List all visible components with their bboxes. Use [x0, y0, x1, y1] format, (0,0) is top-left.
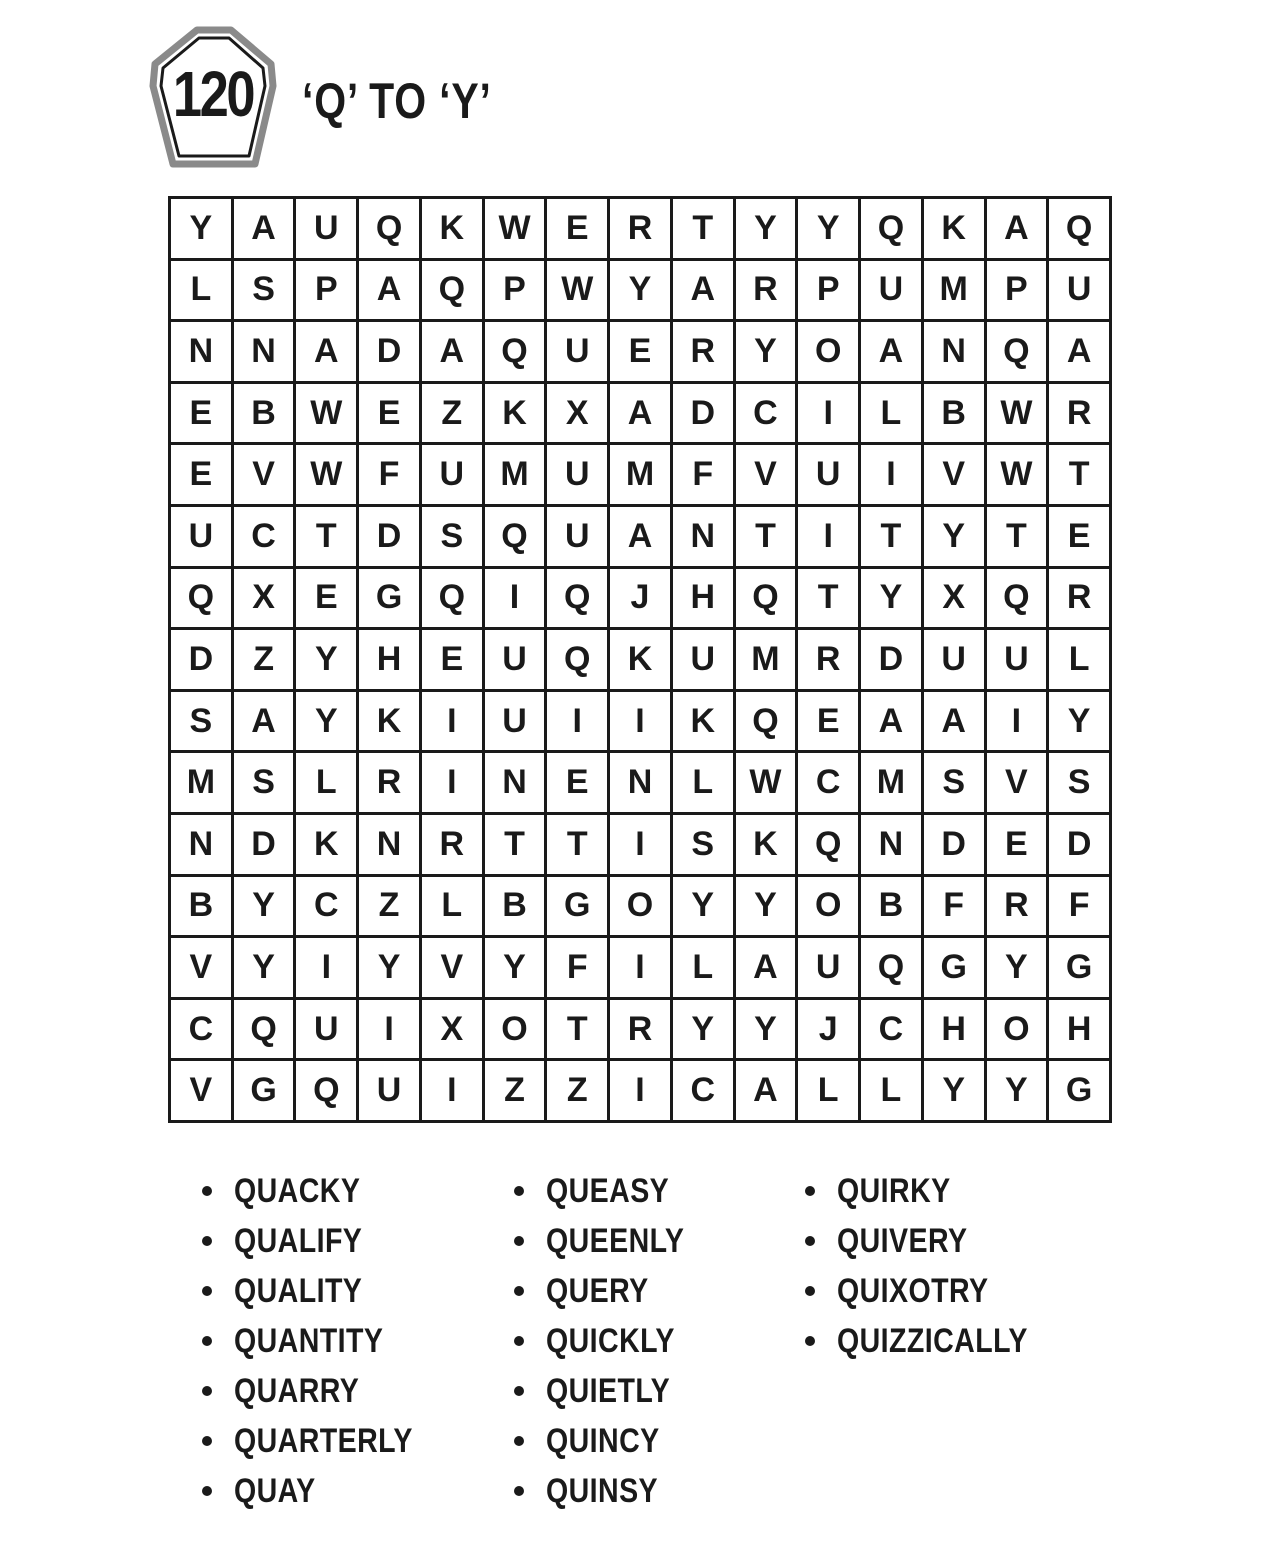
grid-cell[interactable]: U [798, 938, 858, 997]
bullet-icon [514, 1336, 524, 1346]
grid-cell[interactable]: D [861, 630, 921, 689]
grid-cell[interactable]: R [987, 877, 1047, 936]
word-text: QUERY [546, 1271, 649, 1310]
grid-cell[interactable]: A [861, 322, 921, 381]
grid-cell[interactable]: U [422, 445, 482, 504]
grid-cell[interactable]: A [234, 692, 294, 751]
grid-cell[interactable]: L [296, 753, 356, 812]
grid-cell[interactable]: Q [987, 569, 1047, 628]
grid-cell[interactable]: C [296, 877, 356, 936]
grid-cell[interactable]: Y [485, 938, 545, 997]
grid-cell[interactable]: K [422, 199, 482, 258]
grid-cell[interactable]: U [798, 445, 858, 504]
grid-cell[interactable]: U [547, 322, 607, 381]
grid-cell[interactable]: H [1049, 1000, 1109, 1059]
grid-cell[interactable]: F [924, 877, 984, 936]
grid-cell[interactable]: A [987, 199, 1047, 258]
word-text: QUACKY [234, 1171, 361, 1210]
grid-cell[interactable]: Y [924, 1061, 984, 1120]
word-list-item [200, 1166, 447, 1216]
word-list-item [200, 1316, 447, 1366]
word-text: QUIETLY [546, 1371, 671, 1410]
grid-cell[interactable]: O [798, 877, 858, 936]
grid-cell[interactable]: Q [485, 507, 545, 566]
grid-cell[interactable]: Y [736, 877, 796, 936]
grid-cell[interactable]: Q [547, 569, 607, 628]
grid-cell[interactable]: K [924, 199, 984, 258]
grid-cell[interactable]: D [171, 630, 231, 689]
word-text: QUAY [234, 1471, 316, 1510]
word-list-item [200, 1366, 447, 1416]
grid-cell[interactable]: S [171, 692, 231, 751]
bullet-icon [202, 1486, 212, 1496]
word-list-item [200, 1216, 447, 1266]
word-text: QUIVERY [837, 1221, 968, 1260]
bullet-icon [514, 1486, 524, 1496]
grid-cell[interactable]: W [485, 199, 545, 258]
bullet-icon [514, 1236, 524, 1246]
grid-cell[interactable]: U [485, 692, 545, 751]
grid-cell[interactable]: B [924, 384, 984, 443]
grid-cell[interactable]: N [485, 753, 545, 812]
grid-cell[interactable]: R [798, 630, 858, 689]
bullet-icon [514, 1386, 524, 1396]
grid-cell[interactable]: N [673, 507, 733, 566]
grid-cell[interactable]: Z [422, 384, 482, 443]
grid-cell[interactable]: Y [234, 877, 294, 936]
grid-cell[interactable]: D [673, 384, 733, 443]
grid-cell[interactable]: Y [987, 938, 1047, 997]
grid-cell[interactable]: Q [171, 569, 231, 628]
grid-cell[interactable]: N [610, 753, 670, 812]
grid-cell[interactable]: N [171, 815, 231, 874]
grid-cell[interactable]: M [861, 753, 921, 812]
grid-cell[interactable]: I [547, 692, 607, 751]
grid-cell[interactable]: Z [359, 877, 419, 936]
bullet-icon [514, 1436, 524, 1446]
grid-cell[interactable]: X [924, 569, 984, 628]
grid-cell[interactable]: N [359, 815, 419, 874]
grid-cell[interactable]: M [485, 445, 545, 504]
grid-cell[interactable]: D [359, 322, 419, 381]
grid-cell[interactable]: Y [736, 322, 796, 381]
word-text: QUARRY [234, 1371, 360, 1410]
grid-cell[interactable]: X [422, 1000, 482, 1059]
grid-cell[interactable]: E [547, 753, 607, 812]
grid-cell[interactable]: Q [547, 630, 607, 689]
grid-cell[interactable]: I [798, 384, 858, 443]
grid-cell[interactable]: Y [1049, 692, 1109, 751]
grid-cell[interactable]: U [861, 261, 921, 320]
grid-cell[interactable]: L [798, 1061, 858, 1120]
word-text: QUIZZICALLY [837, 1321, 1028, 1360]
grid-cell[interactable]: B [171, 877, 231, 936]
grid-cell[interactable]: G [547, 877, 607, 936]
bullet-icon [805, 1286, 815, 1296]
grid-cell[interactable]: O [987, 1000, 1047, 1059]
grid-cell[interactable]: R [1049, 569, 1109, 628]
word-list-item [803, 1316, 1064, 1366]
grid-cell[interactable]: Q [359, 199, 419, 258]
word-text: QUARTERLY [234, 1421, 413, 1460]
grid-cell[interactable]: V [924, 445, 984, 504]
grid-cell[interactable]: E [610, 322, 670, 381]
grid-cell[interactable]: E [171, 384, 231, 443]
grid-cell[interactable]: L [673, 753, 733, 812]
grid-cell[interactable]: N [924, 322, 984, 381]
grid-cell[interactable]: A [736, 1061, 796, 1120]
grid-cell[interactable]: G [924, 938, 984, 997]
grid-cell[interactable]: Q [1049, 199, 1109, 258]
grid-cell[interactable]: Q [798, 815, 858, 874]
word-text: QUEENLY [546, 1221, 685, 1260]
grid-cell[interactable]: G [1049, 938, 1109, 997]
grid-cell[interactable]: A [924, 692, 984, 751]
grid-cell[interactable]: Q [987, 322, 1047, 381]
grid-cell[interactable]: M [924, 261, 984, 320]
grid-cell[interactable]: K [736, 815, 796, 874]
grid-cell[interactable]: Y [673, 1000, 733, 1059]
grid-cell[interactable]: A [736, 938, 796, 997]
grid-cell[interactable]: T [673, 199, 733, 258]
grid-cell[interactable]: M [171, 753, 231, 812]
grid-cell[interactable]: Z [547, 1061, 607, 1120]
grid-cell[interactable]: Q [485, 322, 545, 381]
bullet-icon [202, 1236, 212, 1246]
grid-cell[interactable]: P [296, 261, 356, 320]
grid-cell[interactable]: O [798, 322, 858, 381]
word-text: QUALIFY [234, 1221, 363, 1260]
grid-cell[interactable]: E [422, 630, 482, 689]
grid-cell[interactable]: I [861, 445, 921, 504]
word-list-item [512, 1366, 711, 1416]
word-text: QUINCY [546, 1421, 660, 1460]
grid-cell[interactable]: Y [171, 199, 231, 258]
grid-cell[interactable]: Y [861, 569, 921, 628]
grid-cell[interactable]: U [359, 1061, 419, 1120]
word-text: QUALITY [234, 1271, 363, 1310]
grid-cell[interactable]: U [547, 507, 607, 566]
puzzle-number: 120 [172, 58, 254, 130]
grid-cell[interactable]: G [1049, 1061, 1109, 1120]
grid-cell[interactable]: E [359, 384, 419, 443]
grid-cell[interactable]: E [798, 692, 858, 751]
grid-cell[interactable]: I [485, 569, 545, 628]
grid-cell[interactable]: G [234, 1061, 294, 1120]
puzzle-title: ‘Q’ TO ‘Y’ [302, 73, 492, 129]
bullet-icon [202, 1286, 212, 1296]
grid-cell[interactable]: A [422, 322, 482, 381]
grid-cell[interactable]: A [861, 692, 921, 751]
grid-cell[interactable]: Q [234, 1000, 294, 1059]
grid-cell[interactable]: C [736, 384, 796, 443]
grid-cell[interactable]: Y [736, 199, 796, 258]
grid-cell[interactable]: F [1049, 877, 1109, 936]
bullet-icon [202, 1186, 212, 1196]
bullet-icon [805, 1236, 815, 1246]
grid-cell[interactable]: A [359, 261, 419, 320]
grid-cell[interactable]: X [547, 384, 607, 443]
word-list-item [512, 1416, 711, 1466]
grid-cell[interactable]: L [861, 384, 921, 443]
grid-cell[interactable]: A [234, 199, 294, 258]
bullet-icon [202, 1386, 212, 1396]
grid-cell[interactable]: J [798, 1000, 858, 1059]
grid-cell[interactable]: S [234, 753, 294, 812]
grid-cell[interactable]: C [861, 1000, 921, 1059]
grid-cell[interactable]: Y [234, 938, 294, 997]
grid-cell[interactable]: P [485, 261, 545, 320]
grid-cell[interactable]: B [234, 384, 294, 443]
word-list-item [512, 1216, 711, 1266]
grid-cell[interactable]: I [610, 815, 670, 874]
grid-cell[interactable]: B [861, 877, 921, 936]
grid-cell[interactable]: R [1049, 384, 1109, 443]
grid-cell[interactable]: L [1049, 630, 1109, 689]
grid-cell[interactable]: U [987, 630, 1047, 689]
grid-cell[interactable]: L [861, 1061, 921, 1120]
grid-cell[interactable]: R [673, 322, 733, 381]
grid-cell[interactable]: Q [736, 692, 796, 751]
grid-cell[interactable]: T [1049, 445, 1109, 504]
grid-cell[interactable]: U [485, 630, 545, 689]
grid-cell[interactable]: I [422, 1061, 482, 1120]
grid-cell[interactable]: E [547, 199, 607, 258]
grid-cell[interactable]: Y [610, 261, 670, 320]
bullet-icon [514, 1286, 524, 1296]
bullet-icon [805, 1336, 815, 1346]
grid-cell[interactable]: V [234, 445, 294, 504]
grid-cell[interactable]: O [610, 877, 670, 936]
grid-cell[interactable]: Z [234, 630, 294, 689]
grid-cell[interactable]: U [547, 445, 607, 504]
grid-cell[interactable]: P [798, 261, 858, 320]
grid-cell[interactable]: Y [673, 877, 733, 936]
grid-cell[interactable]: Q [422, 569, 482, 628]
grid-cell[interactable]: T [736, 507, 796, 566]
grid-cell[interactable]: C [798, 753, 858, 812]
grid-cell[interactable]: Q [422, 261, 482, 320]
grid-cell[interactable]: R [736, 261, 796, 320]
grid-cell[interactable]: V [171, 1061, 231, 1120]
grid-cell[interactable]: A [610, 384, 670, 443]
grid-cell[interactable]: T [485, 815, 545, 874]
grid-cell[interactable]: U [1049, 261, 1109, 320]
grid-cell[interactable]: Q [861, 938, 921, 997]
word-list-item [512, 1266, 711, 1316]
grid-cell[interactable]: S [924, 753, 984, 812]
grid-cell[interactable]: I [798, 507, 858, 566]
grid-cell[interactable]: U [673, 630, 733, 689]
word-list-column-2 [512, 1166, 711, 1516]
grid-cell[interactable]: U [924, 630, 984, 689]
grid-cell[interactable]: T [547, 1000, 607, 1059]
grid-cell[interactable]: W [296, 445, 356, 504]
word-list-item [512, 1166, 711, 1216]
grid-cell[interactable]: Y [296, 630, 356, 689]
grid-cell[interactable]: W [987, 384, 1047, 443]
grid-cell[interactable]: L [422, 877, 482, 936]
grid-cell[interactable]: I [422, 753, 482, 812]
grid-cell[interactable]: V [736, 445, 796, 504]
puzzle-number-badge [145, 24, 281, 174]
word-list-item [803, 1166, 1064, 1216]
grid-cell[interactable]: I [610, 938, 670, 997]
grid-cell[interactable]: A [610, 507, 670, 566]
grid-cell[interactable]: W [736, 753, 796, 812]
word-list-column-1 [200, 1166, 447, 1516]
grid-cell[interactable]: V [422, 938, 482, 997]
grid-cell[interactable]: U [296, 1000, 356, 1059]
grid-cell[interactable]: T [296, 507, 356, 566]
grid-cell[interactable]: I [610, 692, 670, 751]
grid-cell[interactable]: M [610, 445, 670, 504]
grid-cell[interactable]: T [547, 815, 607, 874]
grid-cell[interactable]: K [296, 815, 356, 874]
bullet-icon [202, 1336, 212, 1346]
grid-cell[interactable]: W [296, 384, 356, 443]
grid-cell[interactable]: V [987, 753, 1047, 812]
grid-cell[interactable]: Y [798, 199, 858, 258]
word-text: QUANTITY [234, 1321, 384, 1360]
grid-cell[interactable]: N [234, 322, 294, 381]
grid-cell[interactable]: C [673, 1061, 733, 1120]
word-text: QUIXOTRY [837, 1271, 989, 1310]
word-list-item [803, 1266, 1064, 1316]
word-list-item [512, 1316, 711, 1366]
grid-cell[interactable]: S [673, 815, 733, 874]
grid-cell[interactable]: K [359, 692, 419, 751]
grid-cell[interactable]: J [610, 569, 670, 628]
word-text: QUIRKY [837, 1171, 951, 1210]
grid-cell[interactable]: M [736, 630, 796, 689]
grid-cell[interactable]: V [171, 938, 231, 997]
grid-cell[interactable]: O [485, 1000, 545, 1059]
grid-cell[interactable]: I [422, 692, 482, 751]
grid-cell[interactable]: X [234, 569, 294, 628]
grid-cell[interactable]: Q [296, 1061, 356, 1120]
grid-cell[interactable]: E [1049, 507, 1109, 566]
grid-cell[interactable]: Y [359, 938, 419, 997]
word-list-item [200, 1466, 447, 1516]
grid-cell[interactable]: W [547, 261, 607, 320]
grid-cell[interactable]: Y [924, 507, 984, 566]
grid-cell[interactable]: S [234, 261, 294, 320]
grid-cell[interactable]: N [171, 322, 231, 381]
word-text: QUINSY [546, 1471, 659, 1510]
grid-cell[interactable]: F [359, 445, 419, 504]
grid-cell[interactable]: S [1049, 753, 1109, 812]
grid-cell[interactable]: D [1049, 815, 1109, 874]
bullet-icon [202, 1436, 212, 1446]
grid-cell[interactable]: T [987, 507, 1047, 566]
word-list-item [200, 1266, 447, 1316]
grid-cell[interactable]: D [234, 815, 294, 874]
grid-cell[interactable]: I [987, 692, 1047, 751]
word-list-item [200, 1416, 447, 1466]
word-list-column-3 [803, 1166, 1064, 1366]
grid-cell[interactable]: P [987, 261, 1047, 320]
grid-cell[interactable]: L [171, 261, 231, 320]
word-text: QUICKLY [546, 1321, 675, 1360]
grid-cell[interactable]: Y [736, 1000, 796, 1059]
grid-cell[interactable]: U [296, 199, 356, 258]
grid-cell[interactable]: E [171, 445, 231, 504]
grid-cell[interactable]: H [924, 1000, 984, 1059]
grid-cell[interactable]: H [673, 569, 733, 628]
word-list-item [803, 1216, 1064, 1266]
grid-cell[interactable]: D [924, 815, 984, 874]
grid-cell[interactable]: W [987, 445, 1047, 504]
grid-cell[interactable]: R [359, 753, 419, 812]
grid-cell[interactable]: R [422, 815, 482, 874]
grid-cell[interactable]: Y [987, 1061, 1047, 1120]
grid-cell[interactable]: R [610, 199, 670, 258]
bullet-icon [514, 1186, 524, 1196]
grid-cell[interactable]: S [422, 507, 482, 566]
grid-cell[interactable]: K [485, 384, 545, 443]
grid-cell[interactable]: L [673, 938, 733, 997]
grid-cell[interactable]: A [296, 322, 356, 381]
grid-cell[interactable]: Q [861, 199, 921, 258]
grid-cell[interactable]: H [359, 630, 419, 689]
grid-cell[interactable]: F [673, 445, 733, 504]
grid-cell[interactable]: T [798, 569, 858, 628]
grid-cell[interactable]: U [171, 507, 231, 566]
grid-cell[interactable]: E [296, 569, 356, 628]
word-search-grid [168, 196, 1112, 1123]
grid-cell[interactable]: K [610, 630, 670, 689]
grid-cell[interactable]: E [987, 815, 1047, 874]
grid-cell[interactable]: R [610, 1000, 670, 1059]
grid-cell[interactable]: I [610, 1061, 670, 1120]
grid-cell[interactable]: K [673, 692, 733, 751]
grid-cell[interactable]: G [359, 569, 419, 628]
bullet-icon [805, 1186, 815, 1196]
grid-cell[interactable]: F [547, 938, 607, 997]
grid-cell[interactable]: Y [296, 692, 356, 751]
grid-cell[interactable]: A [673, 261, 733, 320]
word-list-item [512, 1466, 711, 1516]
grid-cell[interactable]: A [1049, 322, 1109, 381]
grid-cell[interactable]: I [359, 1000, 419, 1059]
grid-cell[interactable]: N [861, 815, 921, 874]
word-text: QUEASY [546, 1171, 670, 1210]
grid-cell[interactable]: B [485, 877, 545, 936]
grid-cell[interactable]: I [296, 938, 356, 997]
grid-cell[interactable]: Z [485, 1061, 545, 1120]
grid-cell[interactable]: C [234, 507, 294, 566]
grid-cell[interactable]: Q [736, 569, 796, 628]
grid-cell[interactable]: C [171, 1000, 231, 1059]
grid-cell[interactable]: T [861, 507, 921, 566]
grid-cell[interactable]: D [359, 507, 419, 566]
